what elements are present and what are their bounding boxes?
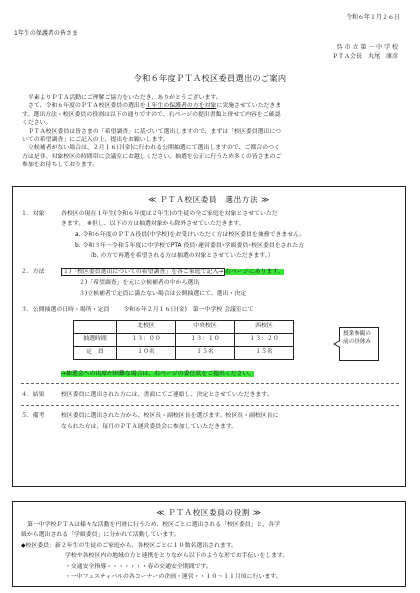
proxy-note — [61, 371, 254, 379]
intro-text — [22, 94, 402, 169]
intro-p1: 平素よりＰＴＡ活動にご理解ご協力をいただき、ありがとうございます。 — [28, 95, 222, 101]
addressee: 1年生の保護者の皆さま — [14, 30, 78, 37]
target-label: １．対象 — [21, 211, 45, 217]
role-bullet-desc: 学校や各校区内の地域の方と連携をとりながら以下のような形でお手伝いをします。 — [65, 553, 289, 559]
role-intro-2: 級から選出される「学級委員」に分かれて活動しています。 — [21, 532, 180, 538]
section-lottery — [21, 307, 254, 315]
role-heading: ≪ ＰＴＡ校区委員の役割 ≫ — [156, 508, 262, 517]
table-header-row — [74, 321, 294, 334]
intro-p3-b: いての希望調査」にご記入の上、提出をお願いします。 — [22, 136, 169, 143]
table-row — [74, 347, 294, 360]
intro-p4-c: 参加をお待ちしております。 — [22, 162, 99, 168]
col-central: 中央校区 — [176, 321, 235, 334]
section-target — [21, 211, 278, 219]
capacity-west: １５名 — [235, 347, 294, 360]
divider — [21, 405, 399, 406]
page-title: 令和６年度ＰＴＡ校区委員選出のご案内 — [133, 73, 287, 83]
table-row — [74, 334, 294, 347]
time-north: １３：００ — [117, 334, 176, 347]
sender-block — [332, 44, 398, 61]
time-central: １３：１０ — [176, 334, 235, 347]
role-intro-1: 第一中学校ＰＴＡは様々な活動を円滑に行うため、校区ごとに選出される「校区委員」と、各学 — [27, 522, 281, 528]
right-page-highlight: 右ページにあります。 — [225, 269, 284, 275]
intro-p2 — [22, 102, 402, 110]
result-label: ４．結果 — [21, 392, 45, 398]
method-label: ２．方法 — [21, 269, 45, 275]
open-class-callout: 授業参観の前の昼休み — [339, 327, 379, 361]
role-duty-festival: ・一中フェスティバルの各コーナーの企画・運営・・１０～１１月頃に行います。 — [65, 574, 282, 580]
intro-p4-b: 方は是非、対象校区の時間帯に会議室にお越しください。抽選を公正に行うため多くの皆さまのご — [22, 153, 282, 160]
intro-p2-a: さて、令和６年度のＰＴＡ校区委員の選出を — [28, 103, 146, 110]
result-text: 校区委員に選出された方には、書面にてご連絡し、決定とさせていただきます。 — [61, 392, 273, 398]
capacity-central: １５名 — [176, 347, 235, 360]
issue-date: 令和６年１月２６日 — [345, 14, 400, 21]
intro-p2-underline: １年生の保護者の方を対象 — [145, 103, 217, 110]
method-heading: ≪ ＰＴＡ校区委員 選出方法 ≫ — [148, 195, 270, 204]
exclusion-b: b. 令和３年～令和５年度に中学校でPTA 役員･運営委員･学級委員･校区委員をされた方 — [75, 243, 305, 249]
intro-p2-c: す。選出方法・校区委員の役割は以下の通りですので、右ページの提出書類と併せて内容をご確認 — [22, 111, 281, 118]
lottery-schedule-table — [73, 320, 294, 360]
method-step-3: ３)立候補者で定員に満たない場合は公開抽選にて、選出・決定 — [79, 291, 247, 297]
sender-school: 呉 市 立 第 一 中 学 校 — [336, 44, 398, 51]
target-line-1: 各校区の現在１年生(令和６年度は２年生)の生徒の全ご家庭を対象とさせていただ — [61, 211, 278, 217]
capacity-north: １０名 — [117, 347, 176, 360]
lottery-label: ３．公開抽選の日時・場所・定員 — [21, 307, 110, 313]
section-remarks — [21, 413, 278, 421]
intro-p2-b: に実施させていただきま — [216, 103, 282, 110]
row-label-capacity: 定 員 — [74, 347, 117, 360]
exclusion-a: a. 令和６年度のＰＴＡ役員(中学校)をお受けいただく方は校区委員を兼務できません。 — [75, 232, 306, 238]
committee-role-box — [12, 501, 406, 587]
remarks-label: ５．備考 — [21, 413, 45, 419]
role-duty-traffic: ・交通安全指導・・・・・・・春の交通安全期間です。 — [65, 564, 212, 570]
intro-p4-a: 立候補者がない場合は、２月１６日(金)に行われる公開抽選にて選出しますので、ご都合のつく — [28, 145, 280, 152]
section-result — [21, 392, 273, 400]
col-north: 北校区 — [117, 321, 176, 334]
lottery-info: 令和６年２月１６日(金) 第一中学校 会議室にて — [123, 307, 254, 313]
time-west: １３：２０ — [235, 334, 294, 347]
remarks-line-1: 校区委員に選出された方から、校区長・副校区長を選びます。校区長・副校区長に — [61, 413, 279, 419]
method-step-1: １)「校区委員選出についての希望調査」を各ご家庭で記入→ — [63, 269, 224, 275]
proxy-note-text: →抽選会への出席が困難な場合は、右ページの委任状をご提出ください。 — [61, 371, 255, 377]
target-line-2: きます。 ※但し、以下の方は抽選対象から除外させていただきます。 — [61, 221, 245, 227]
intro-p2-d: ください。 — [22, 120, 52, 127]
divider — [21, 383, 399, 384]
remarks-line-2: なられた方は、毎月のＰＴＡ運営委員会に参加していただきます。 — [61, 424, 238, 430]
exclusion-b-note: （b. の方で再選を希望される方は抽選の対象とさせていただきます。） — [87, 253, 274, 259]
method-step-2: ２)「希望調査」を元に立候補者の中から選出 — [79, 280, 200, 286]
intro-p3-a: ＰＴＡ校区委員は皆さまの「希望調査」に基づいて選出しますので、まずは「校区委員選出につ — [28, 128, 282, 135]
sender-name: ＰＴＡ会長 丸尾 康彦 — [331, 52, 398, 60]
col-west: 西校区 — [235, 321, 294, 334]
role-bullet-main: ◆校区委員：新２年生の生徒のご家庭から、各校区ごとに１０数名選出されます。 — [21, 543, 238, 549]
row-label-time: 抽選時間 — [74, 334, 117, 347]
selection-method-box — [12, 186, 406, 487]
table-corner — [74, 321, 117, 334]
section-method — [21, 269, 284, 277]
